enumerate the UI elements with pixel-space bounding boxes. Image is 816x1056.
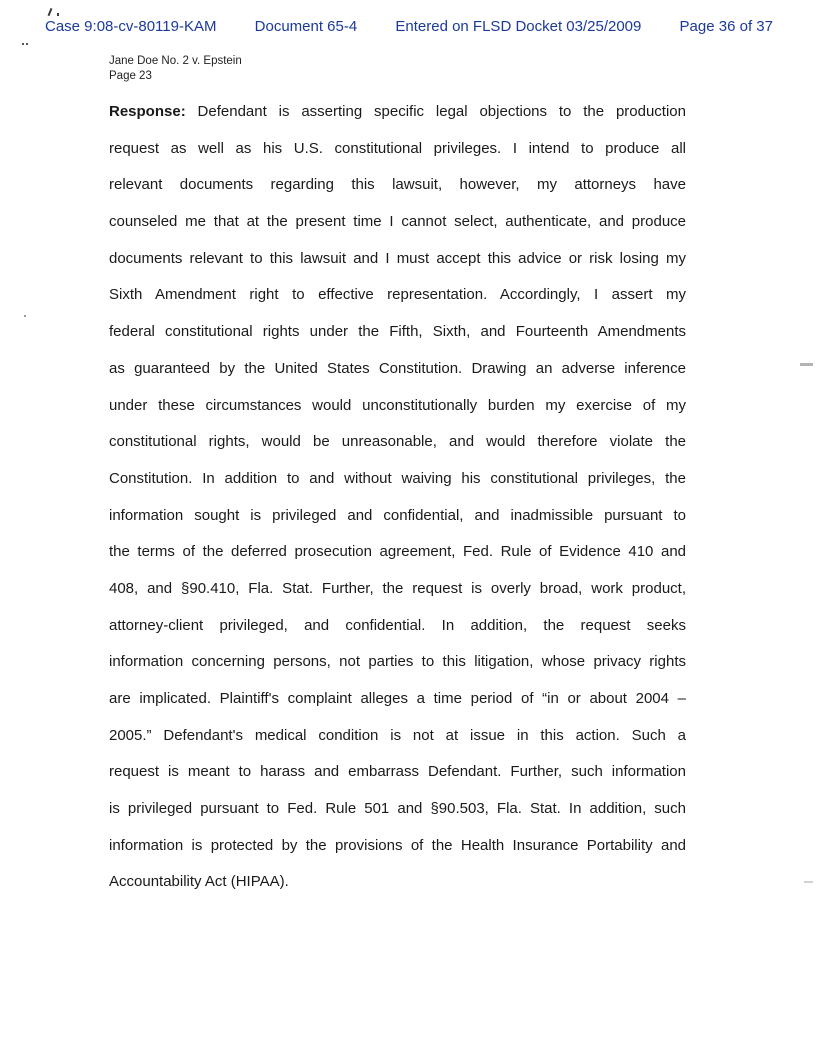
paragraph-line: request as well as his U.S. constitutional privileges. I intend to produce all	[109, 139, 686, 157]
paragraph-line: under these circumstances would unconstitutionally burden my exercise of my	[109, 396, 686, 414]
scan-dot-artifact	[26, 43, 28, 45]
document-number: Document 65-4	[254, 18, 358, 35]
paragraph-line: are implicated. Plaintiff's complaint alleges a time period of “in or about 2004 –	[109, 690, 686, 707]
scan-dot-artifact	[24, 315, 26, 317]
pen-tick-mark	[48, 8, 52, 16]
scan-edge-artifact	[800, 363, 813, 366]
paragraph-line: information sought is privileged and confidential, and inadmissible pursuant to	[109, 506, 686, 524]
stamp-page-number: Page 36 of 37	[679, 18, 773, 35]
case-title: Jane Doe No. 2 v. Epstein	[109, 55, 242, 67]
paragraph-line: the terms of the deferred prosecution agreement, Fed. Rule of Evidence 410 and	[109, 543, 686, 561]
paragraph-line: counseled me that at the present time I cannot select, authenticate, and produce	[109, 213, 686, 231]
paragraph-line: attorney-client privileged, and confidential. In addition, the request seeks	[109, 616, 686, 634]
scan-edge-artifact	[804, 881, 813, 883]
case-caption	[109, 54, 242, 83]
paragraph-line: request is meant to harass and embarrass Defendant. Further, such information	[109, 763, 686, 781]
paragraph-line: documents relevant to this lawsuit and I must accept this advice or risk losing my	[109, 249, 686, 267]
paragraph-line: information concerning persons, not parties to this litigation, whose privacy rights	[109, 653, 686, 671]
case-number: Case 9:08-cv-80119-KAM	[45, 18, 217, 35]
paragraph-line: as guaranteed by the United States Constitution. Drawing an adverse inference	[109, 359, 686, 377]
caption-page-number: Page 23	[109, 69, 152, 82]
scan-dot-artifact	[22, 43, 24, 45]
paragraph-line: is privileged pursuant to Fed. Rule 501 and §90.503, Fla. Stat. In addition, such	[109, 800, 686, 818]
paragraph-line: 2005.” Defendant's medical condition is not at issue in this action. Such a	[109, 726, 686, 744]
paragraph-line: federal constitutional rights under the Fifth, Sixth, and Fourteenth Amendments	[109, 323, 686, 341]
paragraph-line: Accountability Act (HIPAA).	[109, 873, 289, 891]
docket-entry-date: Entered on FLSD Docket 03/25/2009	[395, 18, 642, 35]
paragraph-line: constitutional rights, would be unreasonable, and would therefore violate the	[109, 433, 686, 451]
response-label: Response:	[109, 103, 186, 120]
paragraph-line: Constitution. In addition to and without waiving his constitutional privileges, the	[109, 469, 686, 487]
paragraph-line: information is protected by the provisions of the Health Insurance Portability and	[109, 836, 686, 854]
court-stamp-header	[45, 17, 773, 37]
pen-tick-mark	[57, 13, 59, 16]
paragraph-line: relevant documents regarding this lawsuit, however, my attorneys have	[109, 176, 686, 194]
paragraph-line: Response: Defendant is asserting specific legal objections to the production	[109, 103, 686, 120]
response-paragraph	[109, 94, 686, 901]
paragraph-line: 408, and §90.410, Fla. Stat. Further, the request is overly broad, work product,	[109, 579, 686, 597]
paragraph-line: Sixth Amendment right to effective representation. Accordingly, I assert my	[109, 286, 686, 304]
